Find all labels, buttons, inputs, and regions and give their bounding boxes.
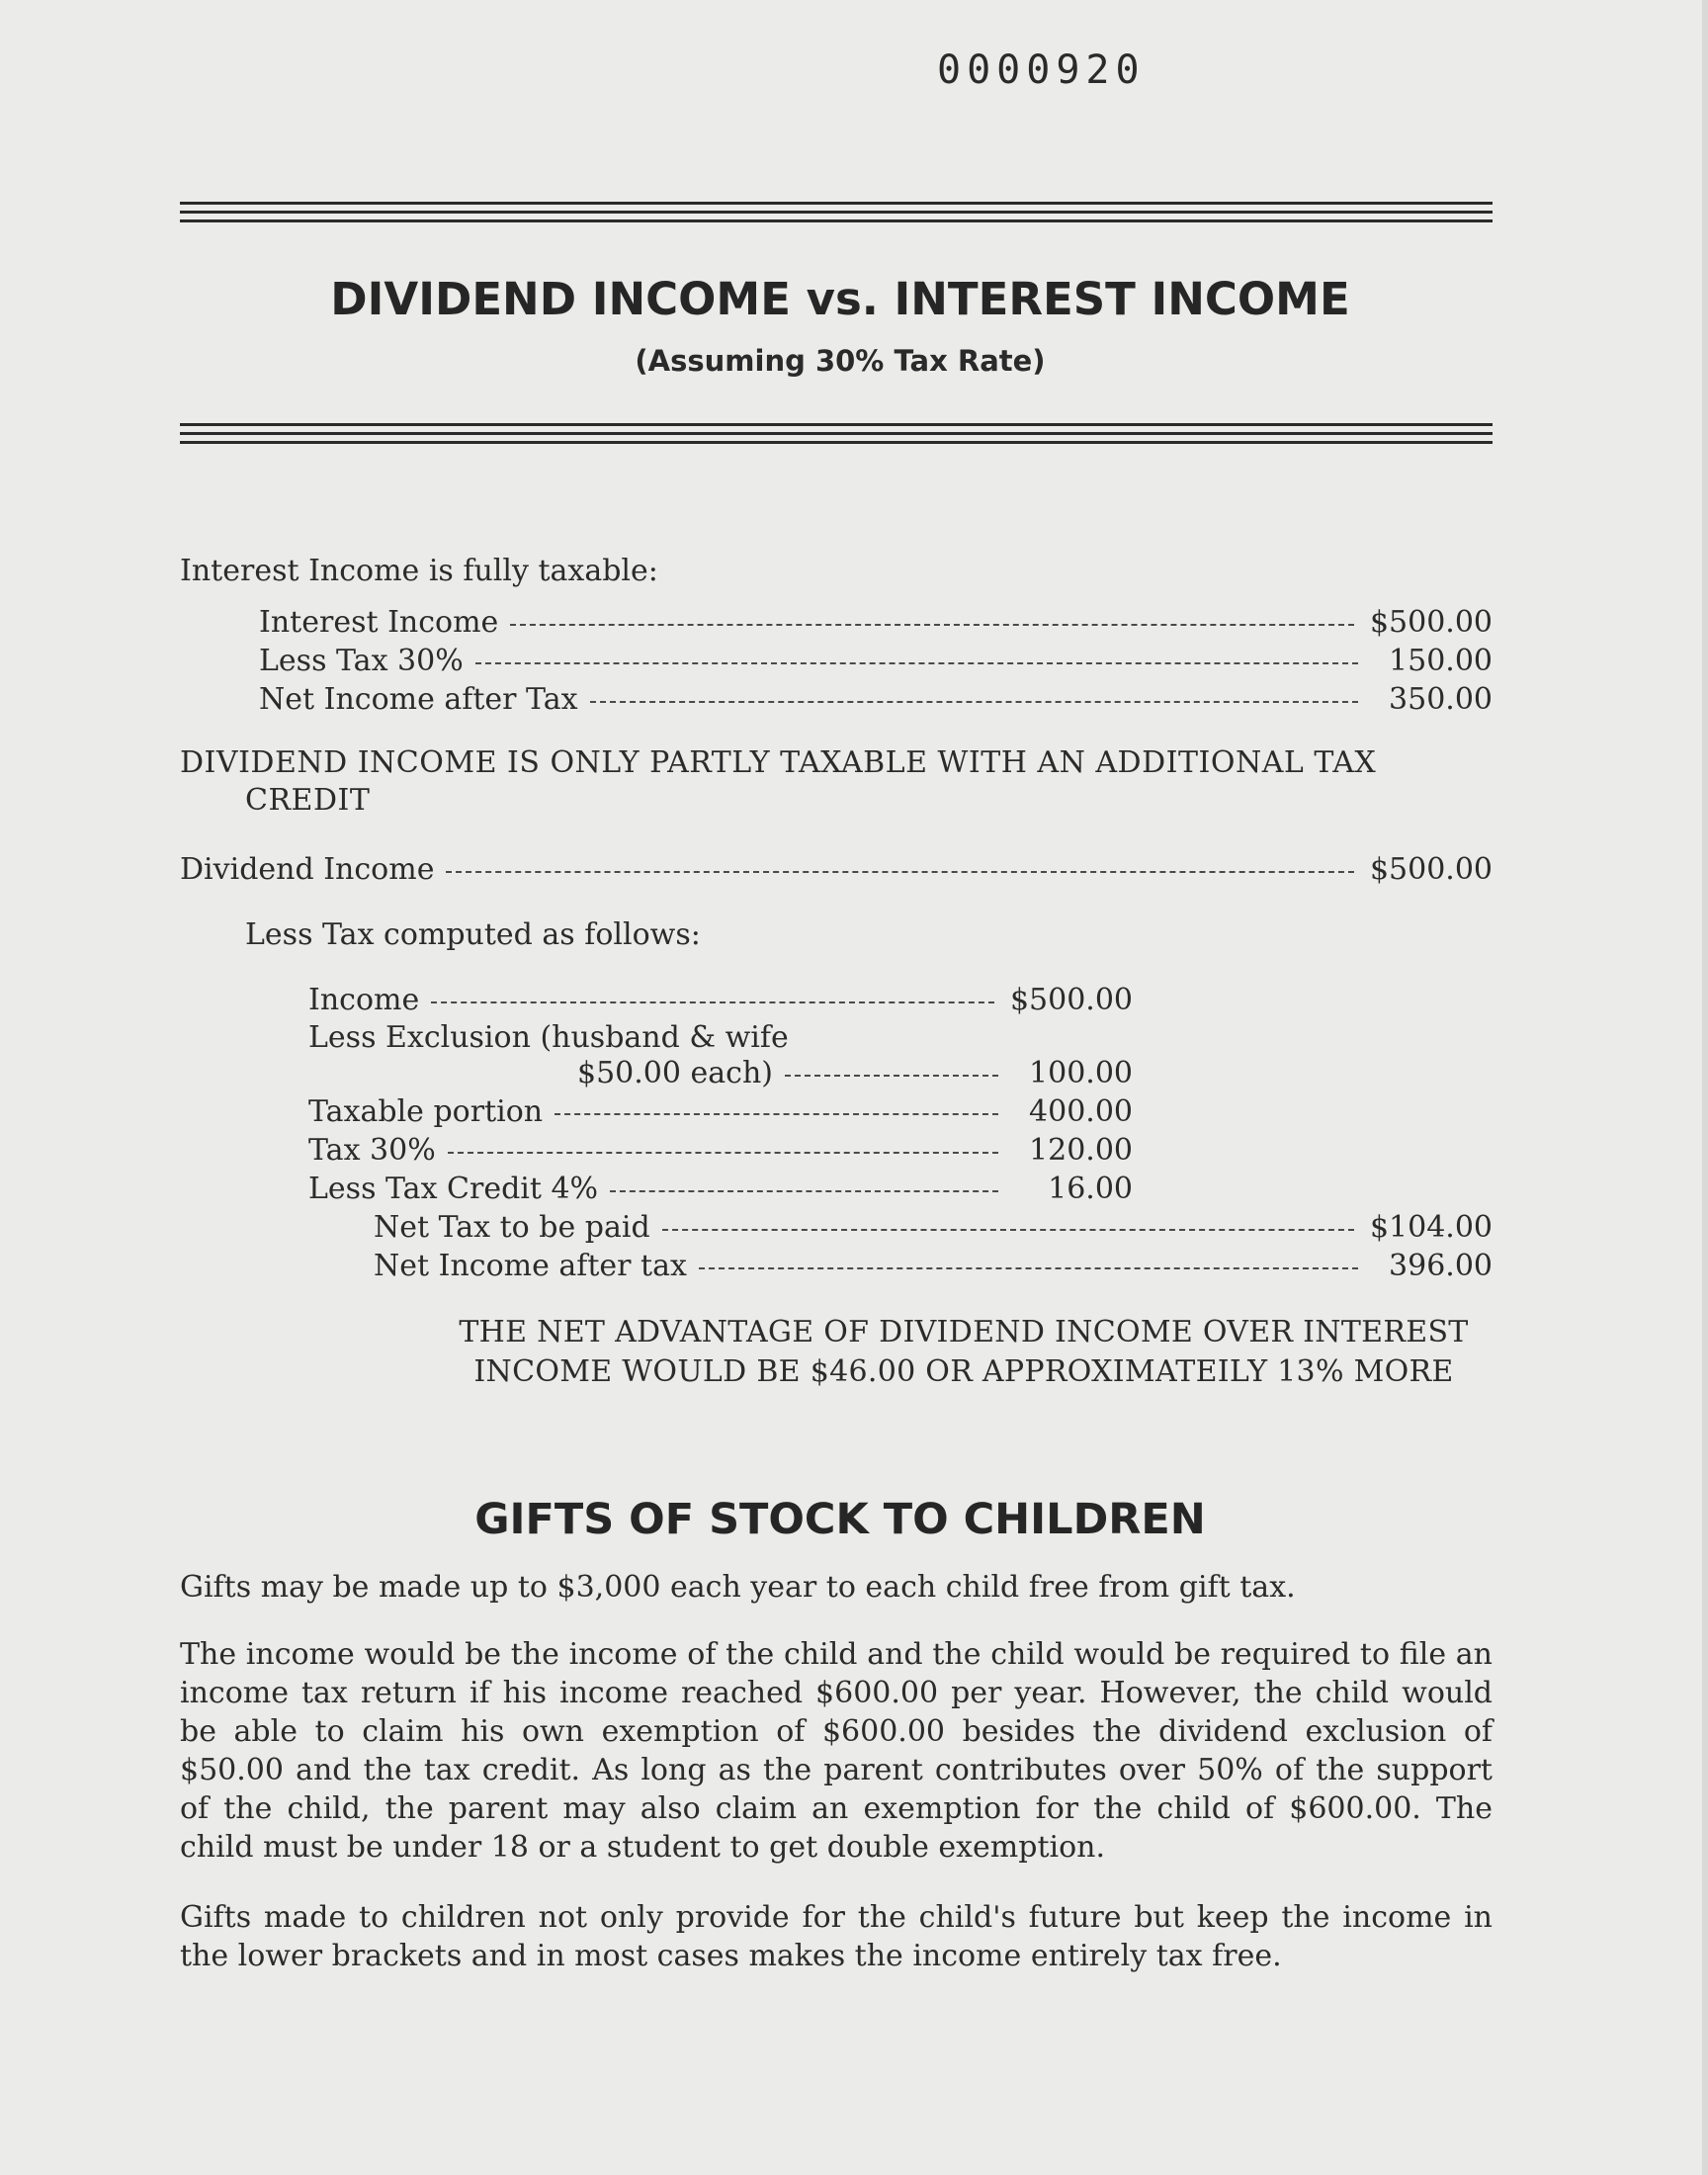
leader-dots	[662, 1229, 1354, 1231]
leader-dots	[448, 1152, 998, 1154]
row-amount: $500.00	[1369, 605, 1493, 640]
conclusion-text	[435, 1313, 1493, 1392]
dividend-income-row	[180, 852, 1493, 888]
row-label: Interest Income	[259, 605, 499, 640]
computed-heading: Less Tax computed as follows:	[245, 917, 701, 952]
leader-dots	[699, 1267, 1358, 1269]
computation-row	[308, 1172, 1133, 1207]
page-subtitle: (Assuming 30% Tax Rate)	[635, 344, 1046, 378]
interest-row	[259, 682, 1493, 718]
page-title: DIVIDEND INCOME vs. INTEREST INCOME	[330, 273, 1350, 325]
row-label: $50.00 each)	[577, 1056, 773, 1090]
row-label: Dividend Income	[180, 852, 435, 887]
page-edge	[1702, 0, 1708, 2175]
row-label: Net Income after Tax	[259, 682, 578, 717]
row-label: Less Tax 30%	[259, 644, 464, 678]
row-amount: 396.00	[1389, 1249, 1493, 1283]
computation-row	[308, 1094, 1133, 1130]
dividend-heading-continued: CREDIT	[245, 783, 371, 818]
leader-dots	[431, 1001, 994, 1003]
leader-dots	[785, 1075, 998, 1077]
row-amount: $104.00	[1369, 1210, 1493, 1245]
gifts-paragraph: Gifts may be made up to $3,000 each year to each child free from gift tax.	[180, 1570, 1296, 1605]
leader-dots	[555, 1113, 998, 1115]
computation-row	[308, 1133, 1133, 1169]
row-amount: 16.00	[1048, 1172, 1133, 1206]
computation-row	[308, 983, 1133, 1018]
computation-row	[577, 1056, 1133, 1091]
row-amount: $500.00	[1009, 983, 1133, 1017]
leader-dots	[446, 871, 1353, 873]
interest-row	[259, 644, 1493, 679]
gifts-paragraph: Gifts made to children not only provide for the child's future but keep the income in the lower brackets and in most cases makes the income entirely tax free.	[180, 1900, 1493, 1973]
conclusion-line: INCOME WOULD BE $46.00 OR APPROXIMATEILY 13% MORE	[473, 1354, 1454, 1389]
row-label: Net Tax to be paid	[374, 1210, 650, 1245]
top-rule	[180, 202, 1493, 228]
row-amount: 120.00	[1029, 1133, 1133, 1168]
row-amount: $500.00	[1369, 852, 1493, 887]
interest-row	[259, 605, 1493, 641]
leader-dots	[590, 701, 1358, 703]
row-label: Taxable portion	[308, 1094, 544, 1129]
bottom-rule	[180, 423, 1493, 450]
interest-heading: Interest Income is fully taxable:	[180, 554, 658, 588]
leader-dots	[610, 1190, 998, 1192]
row-label: Net Income after tax	[374, 1249, 687, 1283]
row-label: Income	[308, 983, 420, 1017]
gifts-paragraph: The income would be the income of the child and the child would be required to file an income tax return if his income reached $600.00 per year. However, the child would be able to claim his own exemption of $600.00 besides the dividend exclusion of $50.00 and the tax credit. As long as the parent contributes over 50% of the support of the child, the parent may also claim an exemption for the child of $600.00. The child must be under 18 or a student to get double exemption.	[180, 1637, 1493, 1865]
row-amount: 100.00	[1029, 1056, 1133, 1090]
row-label: Less Tax Credit 4%	[308, 1172, 599, 1206]
document-number: 0000920	[937, 47, 1146, 93]
row-amount: 400.00	[1029, 1094, 1133, 1129]
dividend-heading: DIVIDEND INCOME IS ONLY PARTLY TAXABLE WITH AN ADDITIONAL TAX	[180, 745, 1377, 780]
leader-dots	[510, 624, 1354, 626]
row-amount: 350.00	[1389, 682, 1493, 717]
conclusion-line: THE NET ADVANTAGE OF DIVIDEND INCOME OVER INTEREST	[459, 1315, 1469, 1349]
row-amount: 150.00	[1389, 644, 1493, 678]
net-income-row	[374, 1249, 1493, 1284]
section-title: GIFTS OF STOCK TO CHILDREN	[474, 1495, 1206, 1544]
leader-dots	[475, 662, 1358, 664]
computation-label: Less Exclusion (husband & wife	[308, 1020, 789, 1055]
row-label: Tax 30%	[308, 1133, 436, 1168]
net-tax-row	[374, 1210, 1493, 1246]
